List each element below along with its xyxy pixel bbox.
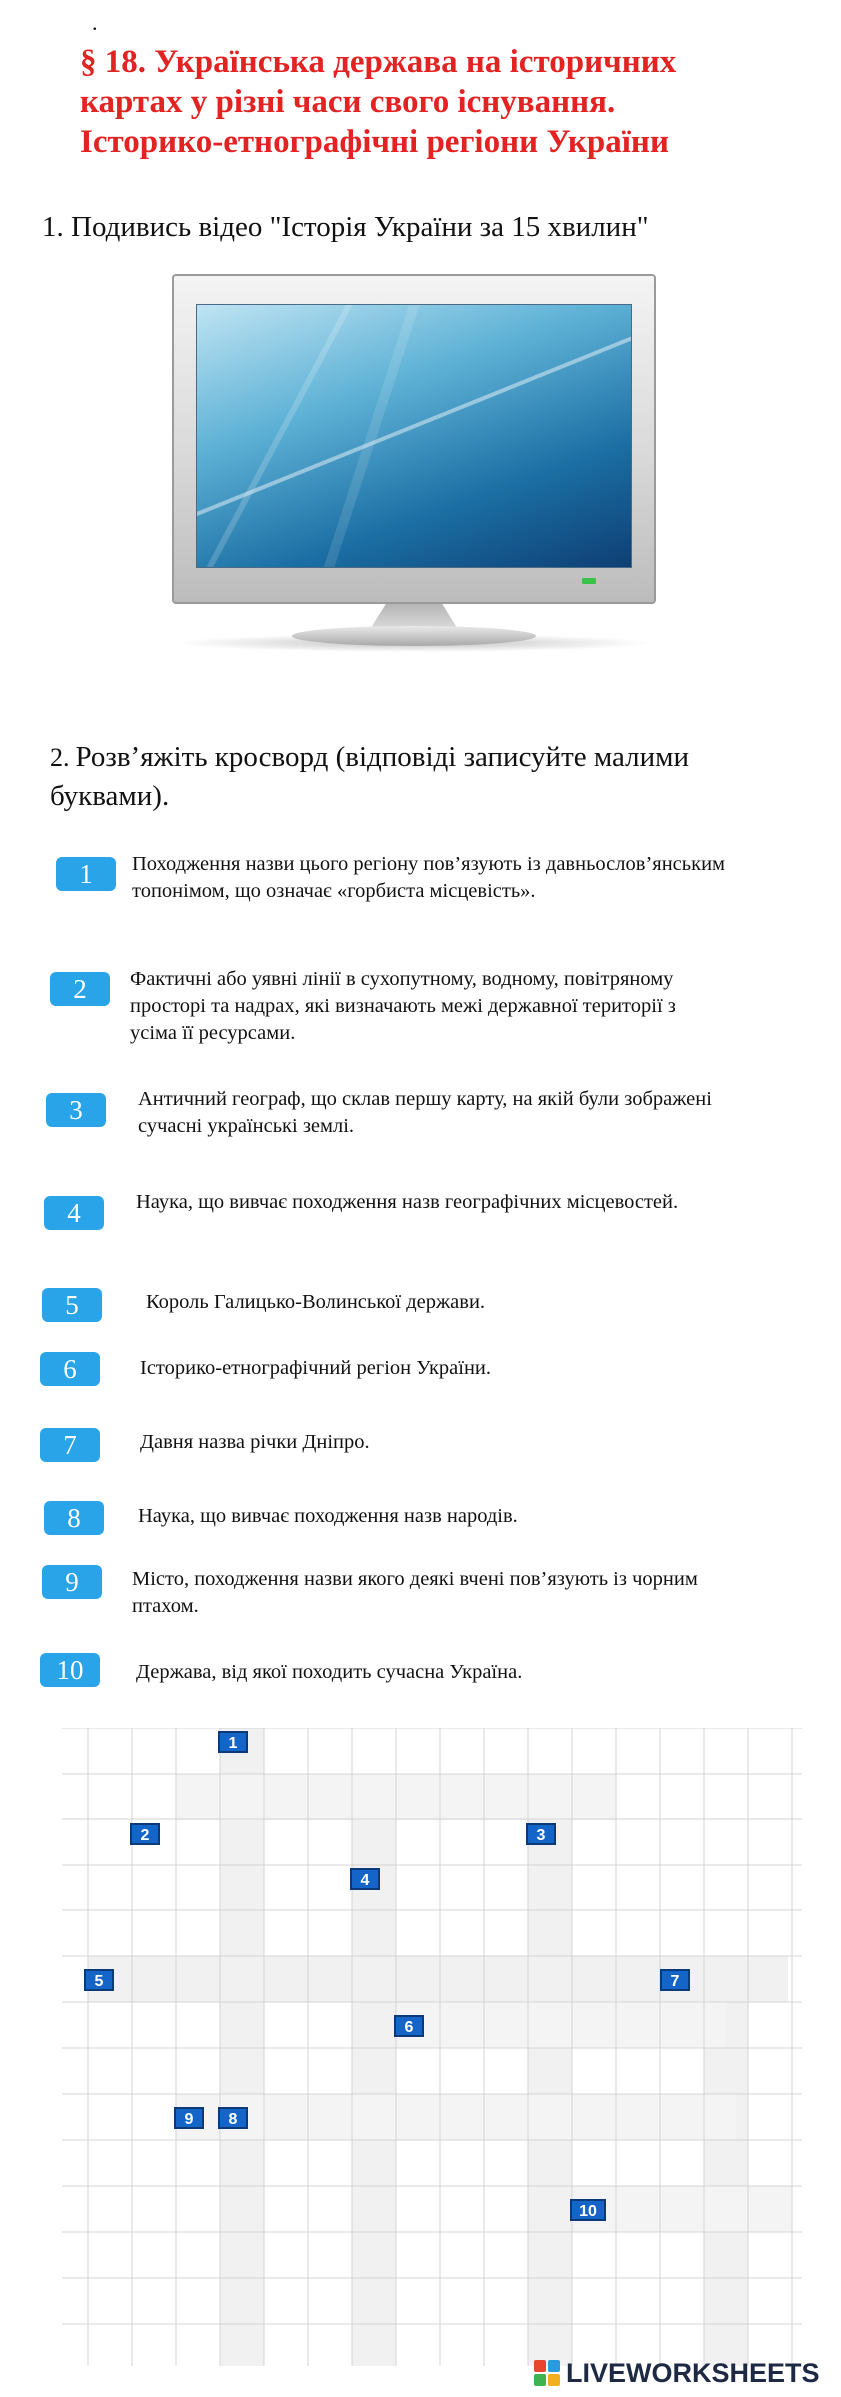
clue-text-2: Фактичні або уявні лінії в сухопутному, водному, повітряному просторі та надрах, які визначають межі державної території з усіма її ресурсами. [130,968,676,1044]
crossword-grid[interactable] [62,1728,802,2366]
crossword-number-4: 4 [350,1868,380,1890]
clue-badge-9: 9 [42,1565,102,1599]
clue-badge-2: 2 [50,972,110,1006]
clue-text-3: Античний географ, що склав першу карту, на якій були зображені сучасні українські землі. [138,1088,712,1137]
clue-text-1: Походження назви цього регіону пов’язують із давньослов’янським топонімом, що означає «горбиста місцевість». [132,853,726,902]
liveworksheets-logo[interactable] [534,2356,820,2390]
crossword-number-9: 9 [174,2107,204,2129]
video-player[interactable] [172,274,656,649]
crossword-number-1: 1 [218,1731,248,1753]
clue-text-4: Наука, що вивчає походження назв географічних місцевостей. [136,1191,679,1213]
clue-text-9: Місто, походження назви якого деякі вчені пов’язують із чорним птахом. [132,1568,698,1617]
video-screen[interactable] [196,304,632,568]
clue-badge-7: 7 [40,1428,100,1462]
task-1-instruction: 1. Подивись відео "Історія України за 15 хвилин" [42,211,649,243]
liveworksheets-logo-text: LIVEWORKSHEETS [566,2357,820,2388]
crossword-number-7: 7 [660,1969,690,1991]
page-title [80,42,780,162]
title-line-3: Історико-етнографічні регіони України [80,124,669,160]
title-line-1: § 18. Українська держава на історичних [80,44,677,80]
clue-badge-4: 4 [44,1196,104,1230]
crossword-number-5: 5 [84,1969,114,1991]
clue-text-6: Історико-етнографічний регіон України. [140,1357,492,1379]
monitor-bezel [172,274,656,604]
crossword-number-10: 10 [570,2199,606,2221]
title-line-2: картах у різні часи свого існування. [80,84,616,120]
task-2-instruction [50,738,790,815]
clue-badge-10: 10 [40,1653,100,1687]
crossword-grid-lines [62,1728,802,2366]
clue-badge-8: 8 [44,1501,104,1535]
clue-text-7: Давня назва річки Дніпро. [140,1431,370,1453]
page-dot: . [92,10,98,35]
clue-text-8: Наука, що вивчає походження назв народів. [138,1505,518,1527]
clue-badge-5: 5 [42,1288,102,1322]
clue-badge-3: 3 [46,1093,106,1127]
crossword-number-8: 8 [218,2107,248,2129]
task-2-number: 2. [50,743,70,772]
clue-text-5: Король Галицько-Волинської держави. [146,1291,486,1313]
monitor-base [292,626,536,646]
crossword-number-2: 2 [130,1823,160,1845]
power-led-icon [582,578,596,584]
clue-text-10: Держава, від якої походить сучасна Україна. [136,1661,523,1683]
crossword-number-3: 3 [526,1823,556,1845]
task-2-text: Розв’яжіть кросворд (відповіді записуйте малими буквами). [50,741,690,812]
crossword-number-6: 6 [394,2015,424,2037]
clue-badge-1: 1 [56,857,116,891]
clue-badge-6: 6 [40,1352,100,1386]
liveworksheets-logo-icon [534,2360,560,2386]
